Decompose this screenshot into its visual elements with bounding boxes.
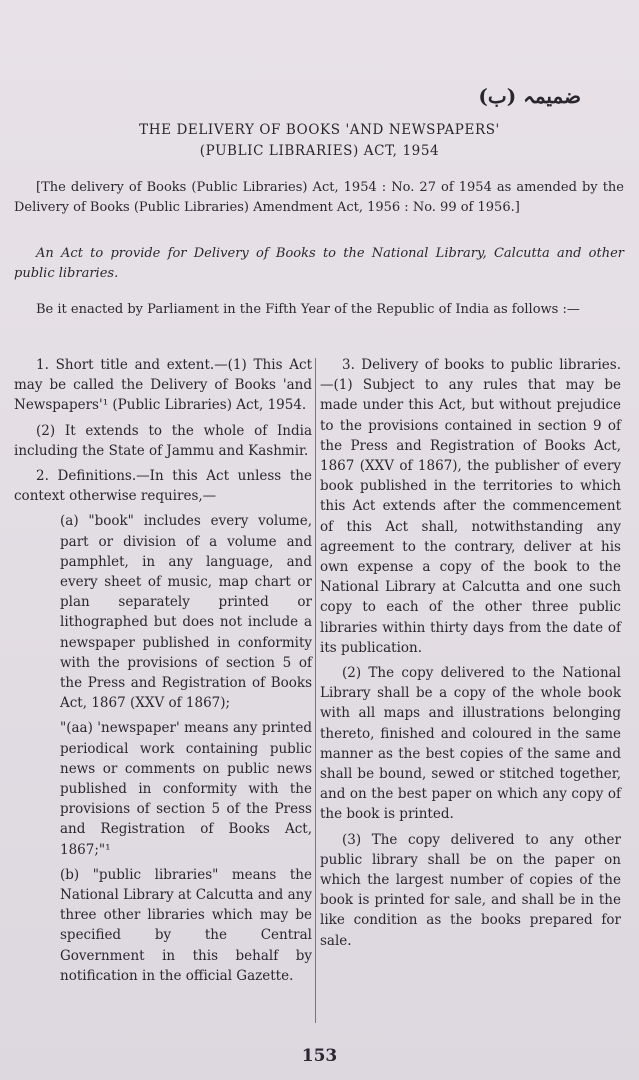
title-line-2: (PUBLIC LIBRARIES) ACT, 1954 (199, 143, 440, 159)
left-column (14, 355, 312, 991)
page-number: 153 (301, 1046, 338, 1066)
section-2: 2. Definitions.—In this Act unless the context otherwise requires,— (14, 468, 312, 505)
act-title (0, 120, 639, 162)
section-1-2: (2) It extends to the whole of India including the State of Jammu and Kashmir. (14, 422, 312, 459)
right-column (320, 355, 621, 956)
section-3-3: (3) The copy delivered to any other public library shall be on the paper on which the largest number of copies of the book is printed for sale, and shall be in the like condition as the books prepared for sale. (320, 831, 621, 949)
amendment-note: [The delivery of Books (Public Libraries) Act, 1954 : No. 27 of 1954 as amended by the Delivery of Books (Public Libraries) Amendment Act, 1956 : No. 99 of 1956.] (14, 180, 624, 215)
appendix-label: ضمیمہ (ب) (478, 84, 581, 108)
definition-a: (a) "book" includes every volume, part or division of a volume and pamphlet, in any language, and every sheet of music, map chart or plan separately printed or lithographed but does not include a newspaper published in conformity with the provisions of section 5 of the Press and Registration of Books Act, 1867 (XXV of 1867); (60, 513, 312, 712)
title-line-1: THE DELIVERY OF BOOKS 'AND NEWSPAPERS' (139, 122, 500, 138)
section-1: 1. Short title and extent.—(1) This Act may be called the Delivery of Books 'and Newspapers'¹ (Public Libraries) Act, 1954. (14, 357, 312, 414)
definition-aa: "(aa) 'newspaper' means any printed periodical work containing public news or comments on public news published in conformity with the provisions of section 5 of the Press and Registration of Books Act, 1867;"¹ (60, 720, 312, 858)
section-3: 3. Delivery of books to public libraries.—(1) Subject to any rules that may be made under this Act, but without prejudice to the provisions contained in section 9 of the Press and Registration of Books Act, 1867 (XXV of 1867), the publisher of every book published in the territories to which this Act extends after the commencement of this Act shall, notwithstanding any agreement to the contrary, deliver at his own expense a copy of the book to the National Library at Calcutta and one such copy to each of the other three public libraries within thirty days from the date of its publication. (320, 357, 621, 656)
section-3-2: (2) The copy delivered to the National Library shall be a copy of the whole book with all maps and illustrations belonging thereto, finished and coloured in the same manner as the best copies of the same and shall be bound, sewed or stitched together, and on the best paper on which any copy of the book is printed. (320, 665, 621, 823)
column-divider (315, 358, 316, 1023)
definition-b: (b) "public libraries" means the National Library at Calcutta and any three other libraries which may be specified by the Central Government in this behalf by notification in the official Gazette. (60, 866, 312, 984)
enacting-clause: Be it enacted by Parliament in the Fifth Year of the Republic of India as follows :— (36, 302, 580, 317)
preamble: An Act to provide for Delivery of Books to the National Library, Calcutta and other public libraries. (14, 246, 624, 281)
